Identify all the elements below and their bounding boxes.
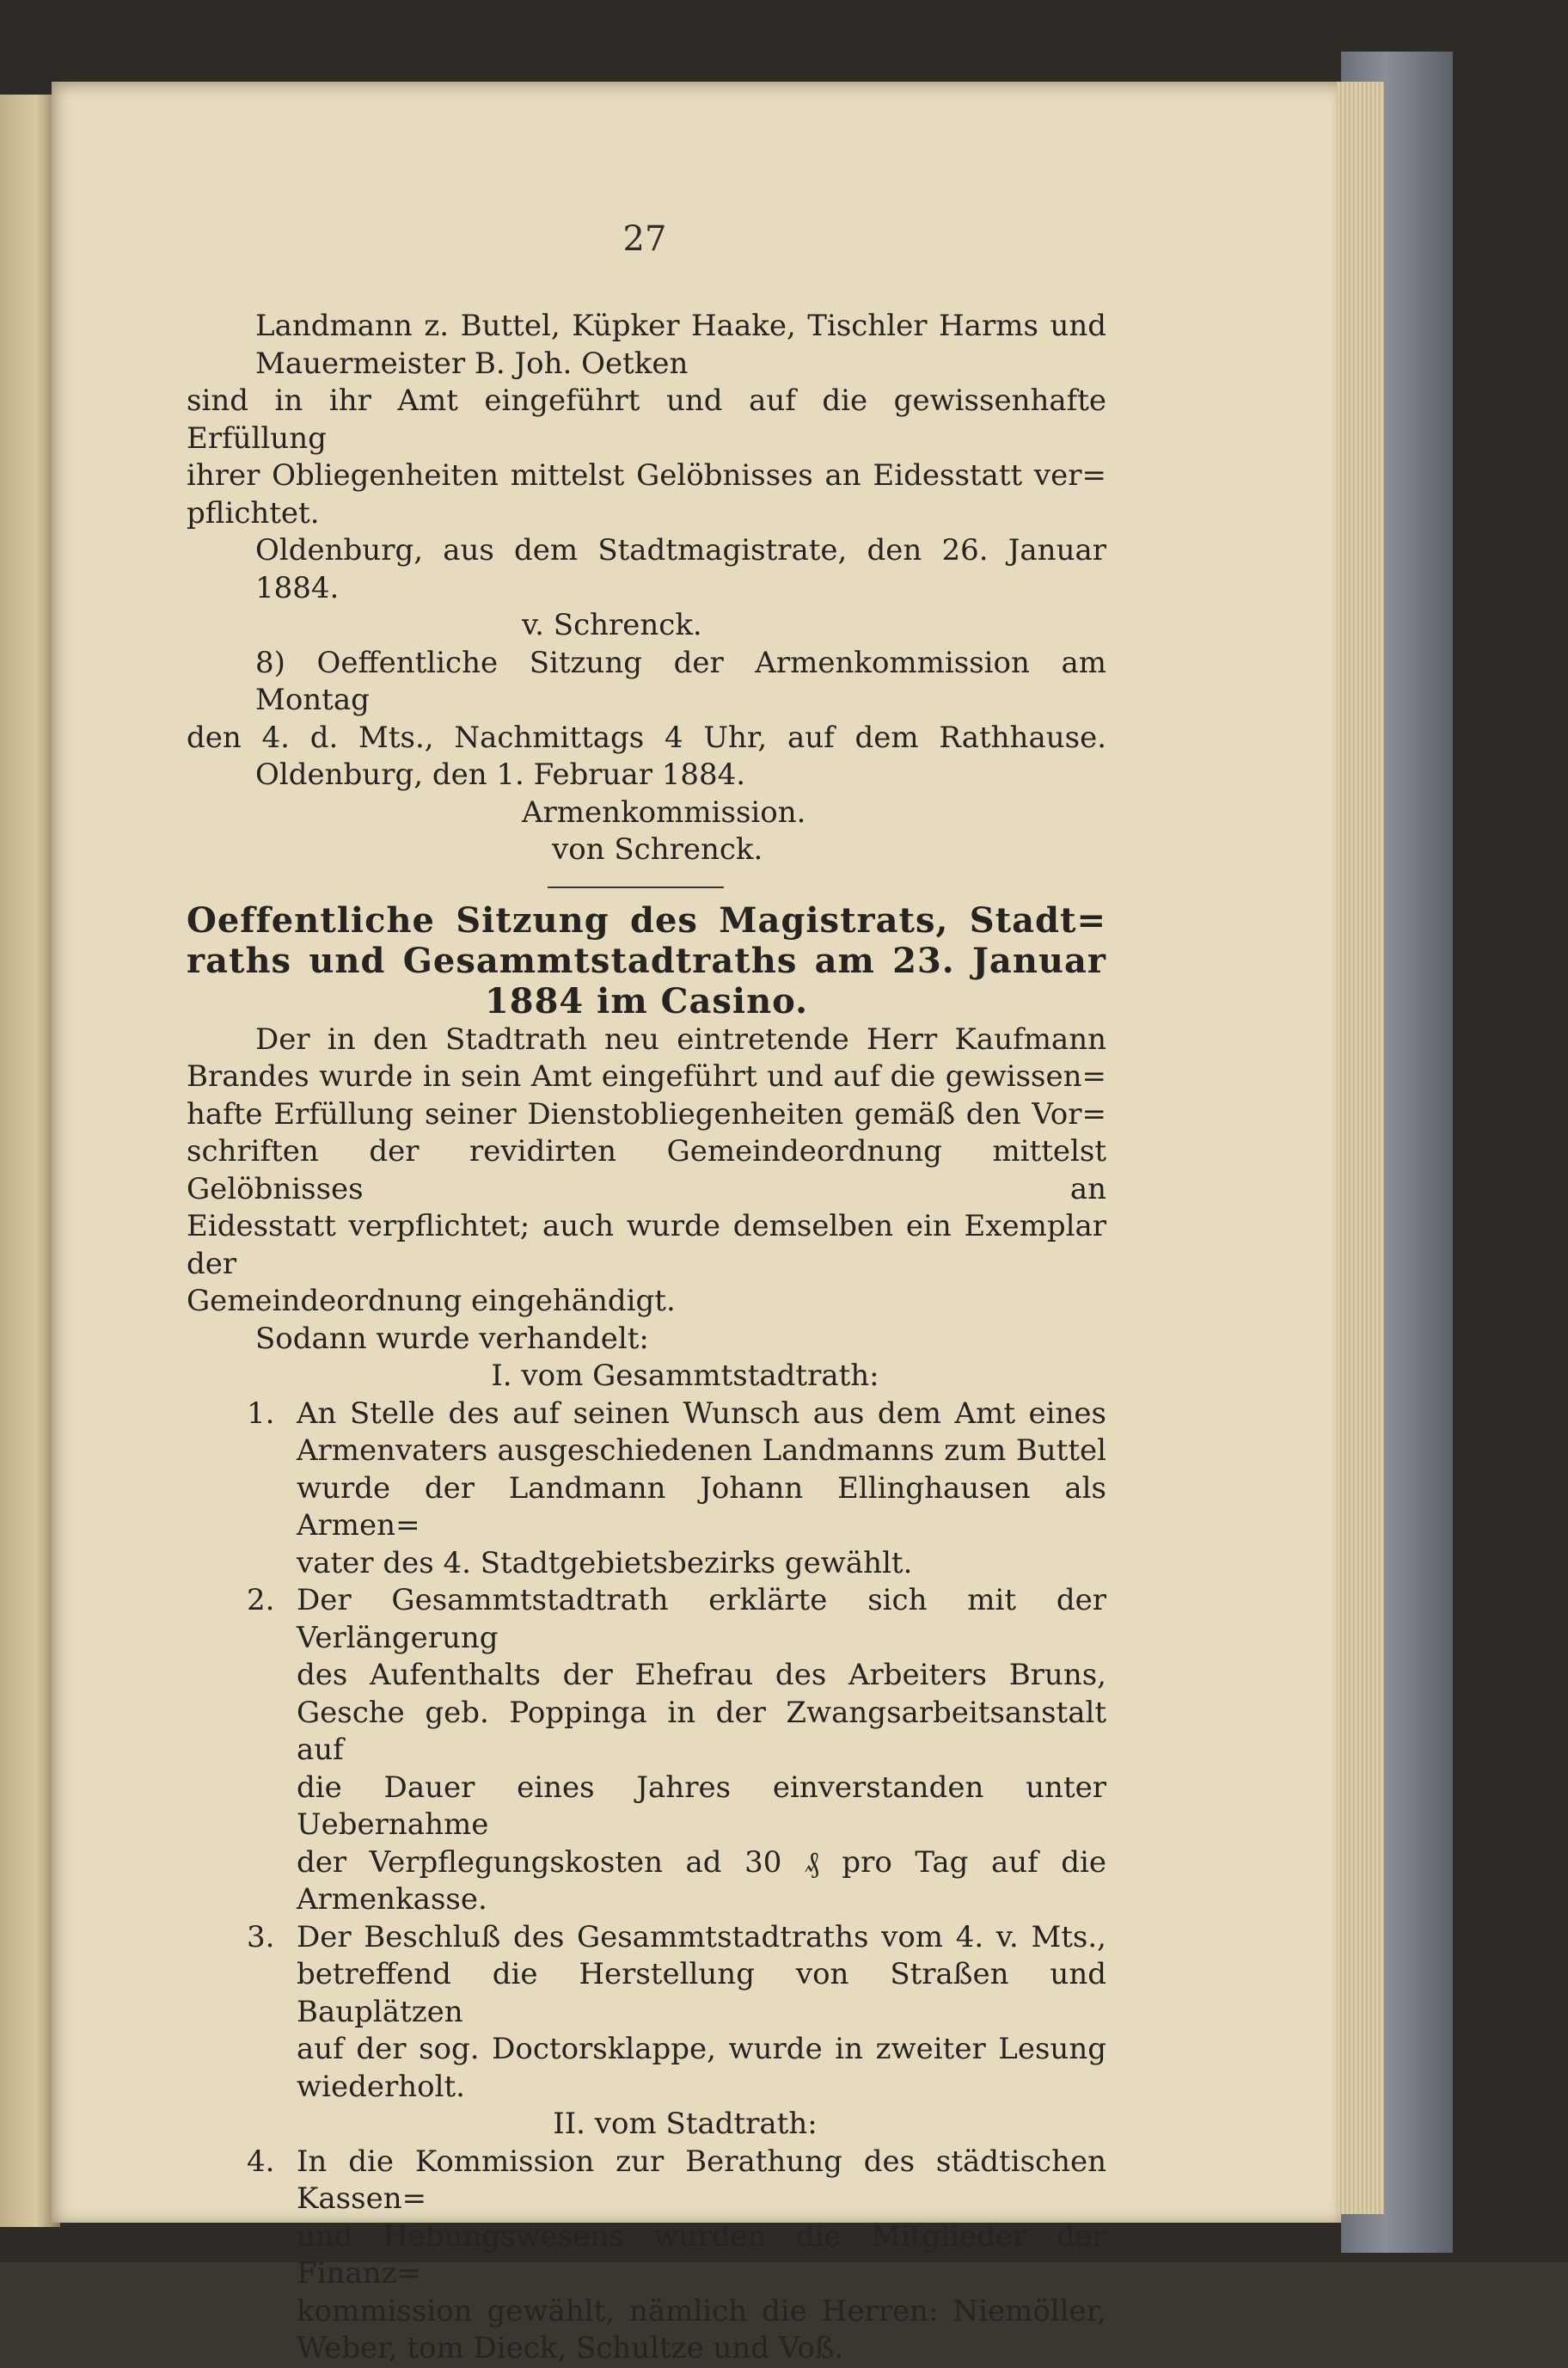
text-line: des Aufenthalts der Ehefrau des Arbeiters Bruns,: [297, 1658, 1106, 1692]
subsection-title: I. vom Gesammtstadtrath:: [491, 1359, 879, 1393]
subsection-title: II. vom Stadtrath:: [553, 2107, 818, 2141]
page-stack-edge: [1337, 82, 1384, 2214]
text-line: 8) Oeffentliche Sitzung der Armenkommission am Montag: [255, 645, 1106, 717]
text-line: Mauermeister B. Joh. Oetken: [255, 346, 689, 381]
notice-members: [187, 308, 1106, 645]
agenda-item-4: [187, 2144, 1106, 2368]
item-number: 3.: [247, 1919, 275, 1954]
text-line: betreffend die Herstellung von Straßen und Bauplätzen: [297, 1957, 1106, 2029]
text-line: Der Gesammtstadtrath erklärte sich mit der Verlängerung: [297, 1583, 1106, 1655]
text-line: kommission gewählt, nämlich die Herren: Niemöller,: [297, 2293, 1106, 2328]
text-line: Gemeindeordnung eingehändigt.: [187, 1284, 676, 1318]
section-stadtrath: [187, 2106, 1106, 2368]
text-line: In die Kommission zur Berathung des städtischen Kassen=: [297, 2144, 1106, 2216]
agenda-item-3: [187, 1919, 1106, 2107]
agenda-item-1: [187, 1396, 1106, 1583]
section-gesammtstadtrath: [187, 1358, 1106, 2106]
text-line: Armenvaters ausgeschiedenen Landmanns zum Buttel: [297, 1433, 1106, 1468]
item-number: 2.: [247, 1583, 275, 1617]
text-line: Armenkasse.: [297, 1882, 487, 1917]
text-line: Der Beschluß des Gesammtstadtraths vom 4. v. Mts.,: [297, 1919, 1106, 1954]
heading-line: raths und Gesammtstadtraths am 23. Januar: [187, 940, 1106, 981]
place-date: Oldenburg, aus dem Stadtmagistrate, den 26. Januar 1884.: [255, 533, 1106, 605]
text-line: Eidesstatt verpflichtet; auch wurde demselben ein Exemplar der: [187, 1209, 1106, 1281]
commission-name: Armenkommission.: [522, 794, 806, 830]
text-line: den 4. d. Mts., Nachmittags 4 Uhr, auf dem Rathhause.: [187, 720, 1106, 755]
text-line: wiederholt.: [297, 2069, 465, 2104]
text-line: sind in ihr Amt eingeführt und auf die gewissenhafte Erfüllung: [187, 383, 1106, 456]
heading-line: Oeffentliche Sitzung des Magistrats, Stadt=: [187, 899, 1106, 941]
section-heading: [187, 900, 1106, 1021]
intro-paragraph: [187, 1021, 1106, 1359]
item-number: 4.: [247, 2144, 275, 2179]
text-line: und Hebungswesens wurden die Mitglieder der Finanz=: [297, 2218, 1106, 2291]
text-line: wurde der Landmann Johann Ellinghausen als Armen=: [297, 1470, 1106, 1543]
notice-armenkommission: [187, 645, 1106, 869]
heading-line: 1884 im Casino.: [484, 980, 809, 1021]
text-line: vater des 4. Stadtgebietsbezirks gewählt.: [297, 1545, 913, 1580]
text-line: hafte Erfüllung seiner Dienstobliegenheiten gemäß den Vor=: [187, 1096, 1106, 1132]
text-line: An Stelle des auf seinen Wunsch aus dem Amt eines: [297, 1396, 1106, 1431]
agenda-item-2: [187, 1582, 1106, 1919]
text-line: Der in den Stadtrath neu eintretende Herr Kaufmann: [255, 1021, 1106, 1057]
item-number: 1.: [247, 1396, 275, 1431]
text-line: ihrer Obliegenheiten mittelst Gelöbnisses an Eidesstatt ver=: [187, 458, 1106, 493]
text-line: Landmann z. Buttel, Küpker Haake, Tischler Harms und: [255, 309, 1106, 343]
signature: von Schrenck.: [552, 832, 763, 867]
text-line: Sodann wurde verhandelt:: [255, 1321, 649, 1356]
text-line: der Verpflegungskosten ad 30 ₰ pro Tag auf die: [297, 1844, 1106, 1880]
text-line: pflichtet.: [187, 495, 320, 531]
place-date: Oldenburg, den 1. Februar 1884.: [255, 758, 746, 792]
section-divider: [548, 886, 724, 888]
page-text: [187, 308, 1106, 2368]
text-line: schriften der revidirten Gemeindeordnung mittelst Gelöbnisses an: [187, 1134, 1106, 1206]
text-line: auf der sog. Doctorsklappe, wurde in zweiter Lesung: [297, 2032, 1106, 2066]
text-line: Gesche geb. Poppinga in der Zwangsarbeitsanstalt auf: [297, 1695, 1106, 1767]
page-number: 27: [622, 219, 667, 259]
text-line: Weber, tom Dieck, Schultze und Voß.: [297, 2331, 844, 2365]
signature: v. Schrenck.: [522, 608, 702, 642]
text-line: die Dauer eines Jahres einverstanden unter Uebernahme: [297, 1770, 1106, 1842]
text-line: Brandes wurde in sein Amt eingeführt und auf die gewissen=: [187, 1059, 1106, 1094]
